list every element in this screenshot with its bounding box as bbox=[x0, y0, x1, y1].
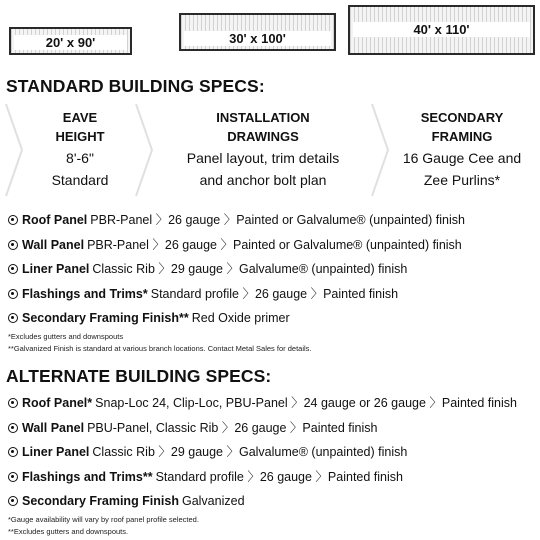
spec-column-value: Panel layout, trim details bbox=[186, 150, 340, 166]
bullet-icon bbox=[8, 423, 18, 433]
spec-item-name: Wall Panel bbox=[22, 237, 85, 252]
bullet-icon bbox=[8, 289, 18, 299]
bullet-icon bbox=[8, 264, 18, 274]
spec-column-title: EAVE bbox=[62, 110, 98, 125]
spec-column-title: HEIGHT bbox=[55, 129, 105, 144]
spec-item-detail: PBR-Panel 〉26 gauge 〉Painted or Galvalume® (unpainted) finish bbox=[90, 213, 465, 228]
spec-column-title: INSTALLATION bbox=[216, 110, 310, 125]
chevron-divider-icon bbox=[4, 102, 26, 198]
list-item bbox=[8, 233, 538, 258]
spec-item-detail: Classic Rib 〉29 gauge 〉Galvalume® (unpainted) finish bbox=[92, 262, 408, 277]
spec-column-installation-drawings bbox=[152, 108, 374, 190]
building-size-20x90 bbox=[9, 27, 132, 55]
spec-item-name: Secondary Framing Finish** bbox=[22, 311, 189, 326]
spec-item-detail: Classic Rib 〉29 gauge 〉Galvalume® (unpainted) finish bbox=[92, 445, 408, 460]
spec-item-detail: Galvanized bbox=[181, 494, 245, 509]
spec-column-value: 8'-6" bbox=[66, 150, 94, 166]
spec-item-detail: PBU-Panel, Classic Rib 〉26 gauge 〉Painted finish bbox=[87, 420, 378, 435]
spec-column-value: Zee Purlins* bbox=[423, 172, 501, 188]
standard-specs-heading: STANDARD BUILDING SPECS: bbox=[6, 76, 265, 96]
list-item bbox=[8, 391, 538, 416]
building-size-label: 30' x 100' bbox=[184, 31, 331, 46]
standard-specs-list bbox=[8, 208, 538, 355]
bullet-icon bbox=[8, 447, 18, 457]
list-item bbox=[8, 282, 538, 307]
spec-item-detail: Standard profile 〉26 gauge 〉Painted finish bbox=[155, 469, 403, 484]
list-item bbox=[8, 440, 538, 465]
list-item bbox=[8, 416, 538, 441]
footnote: *Gauge availability will vary by roof panel profile selected. bbox=[8, 514, 199, 524]
bullet-icon bbox=[8, 313, 18, 323]
building-size-label: 40' x 110' bbox=[353, 22, 530, 37]
list-item bbox=[8, 465, 538, 490]
bullet-icon bbox=[8, 496, 18, 506]
spec-item-name: Roof Panel bbox=[22, 213, 88, 228]
spec-item-name: Flashings and Trims* bbox=[22, 286, 148, 301]
list-item bbox=[8, 208, 538, 233]
list-item bbox=[8, 489, 538, 514]
footnote: *Excludes gutters and downspouts bbox=[8, 331, 124, 341]
footnote: **Excludes gutters and downspouts. bbox=[8, 526, 129, 536]
standard-spec-columns bbox=[0, 102, 540, 202]
alternate-specs-list bbox=[8, 391, 538, 538]
spec-column-title: FRAMING bbox=[431, 129, 493, 144]
spec-item-detail: PBR-Panel 〉26 gauge 〉Painted or Galvalume® (unpainted) finish bbox=[87, 237, 462, 252]
building-size-options bbox=[0, 0, 540, 62]
list-item bbox=[8, 257, 538, 282]
bullet-icon bbox=[8, 240, 18, 250]
spec-item-detail: Standard profile 〉26 gauge 〉Painted finish bbox=[150, 286, 399, 301]
spec-column-title: SECONDARY bbox=[420, 110, 504, 125]
building-size-30x100 bbox=[179, 13, 336, 51]
spec-column-value: and anchor bolt plan bbox=[199, 172, 327, 188]
bullet-icon bbox=[8, 472, 18, 482]
spec-column-secondary-framing bbox=[386, 108, 538, 190]
building-size-40x110 bbox=[348, 5, 535, 55]
bullet-icon bbox=[8, 398, 18, 408]
spec-item-name: Wall Panel bbox=[22, 420, 85, 435]
spec-item-detail: Red Oxide primer bbox=[191, 311, 290, 326]
spec-column-value: 16 Gauge Cee and bbox=[402, 150, 522, 166]
spec-column-value: Standard bbox=[51, 172, 109, 188]
spec-item-name: Roof Panel* bbox=[22, 396, 93, 411]
spec-column-title: DRAWINGS bbox=[227, 129, 299, 144]
spec-item-name: Secondary Framing Finish bbox=[22, 494, 179, 509]
footnote: **Galvanized Finish is standard at various branch locations. Contact Metal Sales for details. bbox=[8, 343, 312, 353]
spec-column-eave-height bbox=[30, 108, 130, 190]
spec-item-name: Liner Panel bbox=[22, 262, 90, 277]
spec-item-name: Flashings and Trims** bbox=[22, 469, 153, 484]
alternate-specs-heading: ALTERNATE BUILDING SPECS: bbox=[6, 366, 272, 386]
spec-item-name: Liner Panel bbox=[22, 445, 90, 460]
spec-item-detail: Snap-Loc 24, Clip-Loc, PBU-Panel 〉24 gauge or 26 gauge 〉Painted finish bbox=[95, 396, 517, 411]
building-size-label: 20' x 90' bbox=[14, 35, 127, 50]
list-item bbox=[8, 306, 538, 331]
bullet-icon bbox=[8, 215, 18, 225]
